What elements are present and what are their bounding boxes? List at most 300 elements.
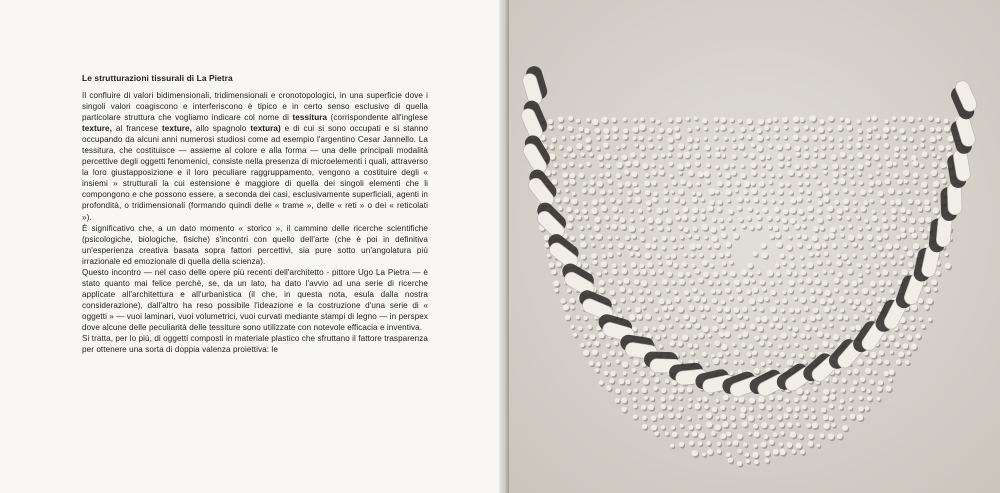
texture-dot [714, 242, 720, 248]
texture-dot [657, 317, 661, 321]
texture-dot [702, 452, 706, 456]
texture-dot [899, 261, 903, 265]
texture-dot [664, 197, 669, 202]
texture-dot [824, 251, 829, 256]
texture-dot [743, 442, 747, 446]
texture-dot [704, 144, 710, 150]
texture-dot [849, 173, 853, 177]
emphasized-term: texture, [162, 124, 192, 134]
texture-dot [614, 341, 618, 345]
texture-dot [661, 404, 666, 409]
texture-dot [666, 128, 672, 134]
texture-dot [810, 288, 815, 293]
texture-dot [921, 182, 927, 188]
texture-dot [738, 217, 743, 222]
texture-dot [666, 288, 670, 292]
texture-dot [807, 205, 813, 211]
texture-dot [656, 254, 661, 259]
texture-dot [759, 181, 765, 187]
texture-dot [726, 452, 731, 457]
texture-dot [743, 190, 747, 194]
texture-dot [674, 126, 679, 131]
texture-dot [804, 306, 809, 311]
texture-dot [826, 215, 831, 220]
texture-dot [782, 218, 788, 224]
texture-dot [798, 434, 803, 439]
artwork-photo [509, 0, 1000, 493]
texture-dot [858, 129, 863, 134]
texture-dot [882, 270, 888, 276]
texture-dot [765, 451, 770, 456]
texture-dot [877, 163, 881, 167]
texture-dot [761, 191, 766, 196]
texture-dot [569, 162, 574, 167]
texture-dot [669, 394, 674, 399]
texture-dot [727, 199, 731, 203]
texture-dot [933, 197, 937, 201]
texture-dot [931, 279, 937, 285]
texture-dot [889, 369, 895, 375]
texture-dot [545, 170, 551, 176]
texture-dot [820, 134, 826, 140]
texture-dot [561, 136, 565, 140]
texture-dot [741, 127, 746, 132]
texture-dot [596, 147, 600, 151]
texture-dot [770, 234, 775, 239]
texture-dot [579, 226, 583, 230]
texture-dot [679, 244, 683, 248]
texture-dot [910, 316, 915, 321]
texture-dot [666, 227, 670, 231]
texture-dot [682, 262, 687, 267]
texture-dot [748, 263, 753, 268]
texture-dot [737, 196, 743, 202]
texture-dot [669, 341, 674, 346]
texture-dot [632, 127, 638, 133]
texture-dot [740, 360, 744, 364]
texture-dot [762, 287, 766, 291]
texture-dot [694, 295, 700, 301]
texture-dot [935, 118, 940, 123]
texture-dot [833, 172, 839, 178]
texture-dot [795, 146, 801, 152]
texture-dot [865, 154, 870, 159]
texture-dot [583, 182, 587, 186]
texture-dot [852, 305, 856, 309]
texture-dot [671, 190, 675, 194]
texture-dot [788, 170, 794, 176]
texture-dot [875, 134, 880, 139]
texture-dot [860, 189, 866, 195]
texture-dot [703, 272, 709, 278]
texture-dot [907, 250, 913, 256]
texture-dot [692, 287, 697, 292]
texture-dot [829, 343, 833, 347]
texture-dot [696, 182, 700, 186]
text-run: al francese [112, 124, 162, 134]
texture-dot [738, 449, 742, 453]
texture-dot [871, 252, 876, 257]
texture-dot [815, 278, 821, 284]
texture-dot [669, 162, 674, 167]
texture-dot [547, 254, 551, 258]
texture-dot [693, 144, 698, 149]
texture-dot [883, 126, 889, 132]
texture-dot [904, 179, 908, 183]
texture-dot [802, 395, 807, 400]
texture-dot [643, 326, 648, 331]
texture-dot [568, 126, 573, 131]
texture-dot [832, 179, 836, 183]
texture-dot [686, 387, 692, 393]
texture-dot [936, 271, 941, 276]
texture-dot [912, 180, 916, 184]
texture-dot [890, 350, 894, 354]
texture-dot [667, 271, 673, 277]
texture-dot [930, 136, 936, 142]
texture-dot [695, 126, 699, 130]
texture-dot [640, 237, 645, 242]
texture-dot [662, 279, 668, 285]
texture-dot [915, 199, 920, 204]
texture-dot [773, 351, 777, 355]
texture-dot [899, 128, 904, 133]
texture-dot [853, 200, 857, 204]
texture-dot [596, 362, 601, 367]
texture-dot [639, 216, 644, 221]
texture-dot [761, 198, 766, 203]
texture-dot [663, 183, 667, 187]
texture-dot [933, 287, 937, 291]
texture-dot [706, 153, 710, 157]
texture-dot [823, 170, 827, 174]
texture-dot [716, 317, 722, 323]
texture-dot [603, 128, 609, 134]
texture-dot [634, 245, 639, 250]
texture-dot [759, 154, 765, 160]
texture-dot [776, 271, 781, 276]
texture-dot [623, 278, 629, 284]
texture-dot [666, 218, 672, 224]
texture-dot [580, 343, 584, 347]
texture-dot [729, 296, 733, 300]
article-paragraph [82, 333, 428, 355]
texture-dot [874, 264, 879, 269]
texture-dot [810, 115, 816, 121]
texture-dot [764, 297, 769, 302]
texture-dot [704, 171, 710, 177]
texture-dot [609, 378, 614, 383]
texture-dot [791, 317, 795, 321]
texture-dot [872, 215, 878, 221]
texture-dot [618, 242, 624, 248]
texture-dot [732, 154, 737, 159]
texture-dot [692, 450, 698, 456]
texture-dot [947, 136, 953, 142]
texture-dot [689, 425, 694, 430]
texture-dot [915, 190, 919, 194]
texture-dot [734, 188, 738, 192]
texture-dot [640, 371, 645, 376]
texture-dot [813, 307, 819, 313]
texture-dot [789, 263, 794, 268]
texture-dot [768, 144, 773, 149]
texture-dot [769, 439, 774, 444]
texture-dot [779, 422, 784, 427]
texture-dot [891, 215, 896, 220]
texture-dot [691, 191, 695, 195]
texture-dot [719, 332, 724, 337]
texture-dot [886, 280, 891, 285]
texture-dot [788, 280, 794, 286]
texture-dot [748, 432, 752, 436]
texture-dot [617, 251, 621, 255]
texture-dot [686, 181, 692, 187]
texture-dot [750, 324, 756, 330]
texture-dot [713, 271, 719, 277]
texture-dot [679, 406, 684, 411]
texture-dot [906, 209, 911, 214]
texture-dot [668, 118, 672, 122]
texture-dot [856, 143, 862, 149]
texture-dot [816, 444, 820, 448]
texture-dot [653, 192, 658, 197]
texture-dot [605, 153, 610, 158]
texture-dot [651, 170, 656, 175]
texture-dot [688, 170, 694, 176]
texture-dot [867, 309, 871, 313]
texture-dot [834, 200, 839, 205]
texture-dot [851, 180, 855, 184]
texture-dot [779, 442, 783, 446]
texture-dot [805, 324, 811, 330]
texture-dot [817, 218, 823, 224]
texture-dot [924, 305, 929, 310]
texture-dot [660, 397, 665, 402]
texture-dot [702, 260, 708, 266]
texture-dot [693, 344, 698, 349]
texture-dot [653, 386, 658, 391]
texture-dot [702, 396, 707, 401]
texture-dot [747, 352, 752, 357]
texture-dot [919, 317, 923, 321]
texture-dot [867, 359, 872, 364]
texture-dot [822, 341, 828, 347]
texture-dot [837, 272, 842, 277]
texture-dot [806, 334, 810, 338]
texture-dot [631, 368, 635, 372]
texture-dot [749, 225, 754, 230]
texture-dot [692, 207, 698, 213]
texture-dot [840, 399, 844, 403]
texture-dot [881, 261, 886, 266]
texture-dot [876, 272, 880, 276]
texture-dot [773, 226, 778, 231]
texture-dot [880, 199, 885, 204]
texture-dot [897, 179, 902, 184]
texture-dot [804, 146, 808, 150]
texture-dot [716, 289, 721, 294]
texture-dot [607, 243, 612, 248]
texture-dot [884, 178, 890, 184]
texture-dot [941, 179, 946, 184]
texture-dot [794, 342, 798, 346]
texture-dot [714, 127, 718, 131]
texture-dot [634, 279, 639, 284]
texture-dot [593, 225, 599, 231]
texture-dot [616, 173, 621, 178]
texture-dot [673, 196, 679, 202]
texture-dot [589, 188, 595, 194]
texture-dot [640, 153, 645, 158]
texture-dot [791, 449, 795, 453]
texture-dot [666, 299, 671, 304]
texture-dot [793, 326, 798, 331]
texture-dot [821, 407, 826, 412]
texture-dot [763, 434, 768, 439]
texture-dot [769, 323, 774, 328]
texture-dot [813, 326, 817, 330]
texture-dot [774, 206, 780, 212]
texture-dot [832, 305, 836, 309]
texture-dot [646, 200, 651, 205]
texture-dot [622, 262, 626, 266]
texture-dot [674, 296, 680, 302]
texture-dot [785, 343, 789, 347]
texture-dot [798, 181, 802, 185]
texture-dot [850, 190, 855, 195]
texture-dot [886, 386, 892, 392]
texture-dot [852, 253, 856, 257]
texture-dot [903, 161, 908, 166]
texture-dot [617, 199, 622, 204]
texture-dot [699, 253, 703, 257]
texture-dot [705, 342, 709, 346]
texture-dot [848, 136, 852, 140]
texture-dot [853, 208, 857, 212]
texture-dot [911, 305, 917, 311]
texture-dot [698, 305, 703, 310]
texture-dot [692, 197, 697, 202]
texture-dot [873, 145, 878, 150]
texture-dot [571, 198, 577, 204]
texture-dot [754, 460, 759, 465]
texture-dot [645, 190, 650, 195]
texture-dot [822, 164, 827, 169]
texture-dot [671, 180, 676, 185]
texture-dot [781, 333, 787, 339]
texture-dot [616, 359, 620, 363]
texture-dot [796, 423, 800, 427]
texture-dot [597, 272, 601, 276]
texture-dot [775, 263, 779, 267]
texture-dot [879, 280, 885, 286]
texture-dot [742, 331, 748, 337]
texture-dot [629, 226, 635, 232]
texture-dot [753, 251, 758, 256]
texture-dot [801, 270, 806, 275]
texture-dot [840, 117, 844, 121]
texture-dot [630, 218, 634, 222]
texture-dot [776, 363, 780, 367]
texture-dot [786, 269, 792, 275]
texture-dot [608, 189, 612, 193]
texture-dot [901, 116, 906, 121]
texture-dot [616, 162, 622, 168]
texture-dot [583, 263, 588, 268]
texture-dot [784, 413, 789, 418]
texture-dot [562, 172, 568, 178]
texture-dot [857, 119, 861, 123]
texture-dot [839, 405, 843, 409]
texture-dot [736, 287, 741, 292]
texture-dot [802, 234, 807, 239]
texture-dot [860, 305, 866, 311]
texture-dot [918, 207, 923, 212]
texture-dot [944, 126, 950, 132]
texture-dot [583, 350, 589, 356]
texture-dot [767, 413, 772, 418]
texture-dot [895, 199, 901, 205]
texture-dot [728, 457, 733, 462]
texture-dot [626, 197, 631, 202]
texture-dot [556, 189, 560, 193]
texture-dot [823, 196, 829, 202]
texture-dot [722, 421, 728, 427]
texture-dot [888, 188, 894, 194]
texture-dot [647, 207, 651, 211]
texture-dot [931, 170, 937, 176]
texture-dot [822, 243, 827, 248]
texture-dot [913, 145, 917, 149]
texture-dot [655, 431, 659, 435]
texture-dot [617, 280, 621, 284]
texture-dot [766, 118, 771, 123]
texture-dot [848, 406, 852, 410]
texture-dot [718, 352, 723, 357]
texture-dot [786, 156, 790, 160]
texture-dot [597, 181, 603, 187]
texture-dot [769, 280, 774, 285]
texture-dot [684, 152, 690, 158]
texture-dot [902, 146, 906, 150]
texture-dot [671, 425, 675, 429]
texture-dot [832, 377, 837, 382]
texture-dot [710, 253, 715, 258]
texture-dot [834, 189, 839, 194]
texture-dot [723, 395, 729, 401]
texture-dot [570, 173, 576, 179]
texture-dot [681, 352, 685, 356]
texture-dot [786, 182, 790, 186]
texture-dot [563, 153, 567, 157]
texture-dot [679, 279, 685, 285]
texture-dot [740, 413, 746, 419]
texture-dot [568, 116, 573, 121]
texture-dot [659, 324, 665, 330]
texture-dot [750, 359, 756, 365]
text-run: allo spagnolo [192, 124, 251, 134]
texture-dot [695, 359, 699, 363]
texture-dot [793, 414, 797, 418]
texture-dot [891, 126, 895, 130]
texture-dot [851, 281, 857, 287]
texture-dot [816, 314, 822, 320]
texture-dot [611, 117, 616, 122]
texture-dot [794, 397, 799, 402]
texture-dot [715, 151, 721, 157]
texture-dot [721, 414, 727, 420]
